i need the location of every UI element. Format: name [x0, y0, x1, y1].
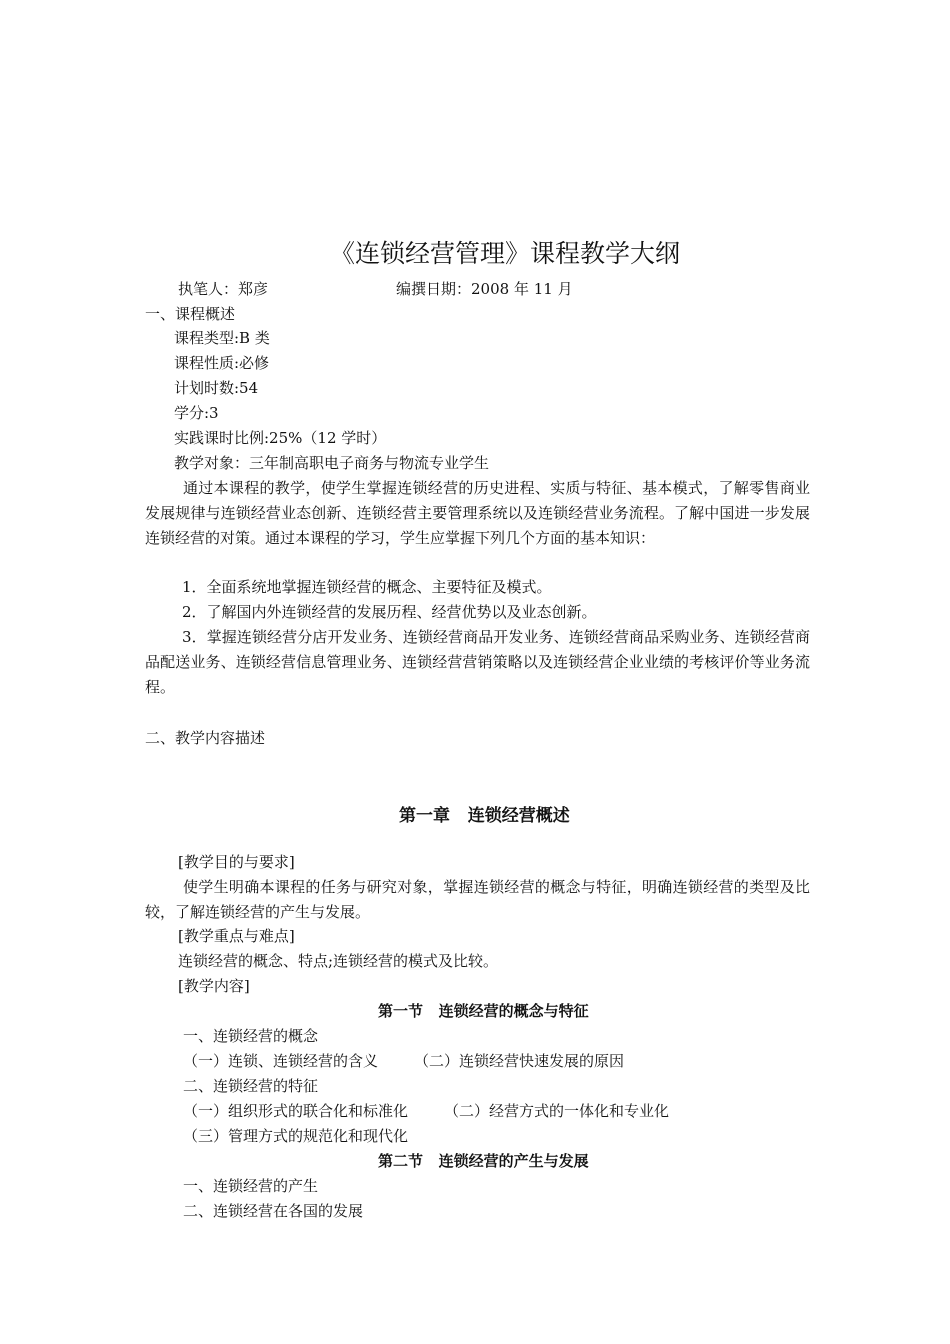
- section-1-line-5: （三）管理方式的规范化和现代化: [183, 1127, 409, 1145]
- author-line: 执笔人：郑彦: [178, 280, 269, 298]
- key-label: [教学重点与难点]: [178, 927, 295, 945]
- section-2-line-2: 二、连锁经营在各国的发展: [183, 1202, 364, 1220]
- intro-paragraph: 通过本课程的教学，使学生掌握连锁经营的历史进程、实质与特征、基本模式，了解零售商业发展规律与连锁经营业态创新、连锁经营主要管理系统以及连锁经营业务流程。了解中国进一步发展连锁经营的对策。通过本课程的学习，学生应掌握下列几个方面的基本知识：: [145, 479, 810, 547]
- section-1-line-1: 一、连锁经营的概念: [183, 1027, 319, 1045]
- document-title: 《连锁经营管理》课程教学大纲: [329, 239, 680, 268]
- course-audience: 教学对象：三年制高职电子商务与物流专业学生: [174, 454, 490, 472]
- goal-label: [教学目的与要求]: [178, 853, 295, 871]
- section-1-line-2: [183, 1050, 624, 1071]
- objective-item-2: 2．了解国内外连锁经营的发展历程、经营优势以及业态创新。: [182, 603, 597, 621]
- section-1-line-4b: （二）经营方式的一体化和专业化: [444, 1102, 670, 1120]
- section-1-line-4a: （一）组织形式的联合化和标准化: [183, 1102, 409, 1120]
- practice-ratio: 实践课时比例:25%（12 学时）: [174, 429, 387, 447]
- objective-item-1: 1．全面系统地掌握连锁经营的概念、主要特征及模式。: [182, 578, 552, 596]
- goal-paragraph: 使学生明确本课程的任务与研究对象，掌握连锁经营的概念与特征，明确连锁经营的类型及比较，了解连锁经营的产生与发展。: [145, 878, 810, 921]
- content-label: [教学内容]: [178, 977, 250, 995]
- course-credit: 学分:3: [174, 404, 219, 422]
- section-2-line-1: 一、连锁经营的产生: [183, 1177, 319, 1195]
- objective-item-3: 3．掌握连锁经营分店开发业务、连锁经营商品开发业务、连锁经营商品采购业务、连锁经营商品配送业务、连锁经营信息管理业务、连锁经营营销策略以及连锁经营企业业绩的考核评价等业务流程。: [145, 628, 810, 696]
- section-1-line-2a: （一）连锁、连锁经营的含义: [183, 1052, 379, 1070]
- content-heading: 二、教学内容描述: [145, 729, 266, 747]
- overview-heading: 一、课程概述: [145, 305, 236, 323]
- date-line: 编撰日期：2008 年 11 月: [396, 280, 573, 298]
- section-2-title: 第二节 连锁经营的产生与发展: [378, 1152, 589, 1170]
- section-1-line-3: 二、连锁经营的特征: [183, 1077, 319, 1095]
- section-1-title: 第一节 连锁经营的概念与特征: [378, 1002, 589, 1020]
- course-nature: 课程性质:必修: [174, 354, 270, 372]
- section-1-line-4: [183, 1100, 669, 1121]
- section-1-line-2b: （二）连锁经营快速发展的原因: [414, 1052, 625, 1070]
- key-text: 连锁经营的概念、特点;连锁经营的模式及比较。: [178, 952, 499, 970]
- course-hours: 计划时数:54: [174, 379, 259, 397]
- chapter-title: 第一章 连锁经营概述: [399, 806, 570, 826]
- course-type: 课程类型:B 类: [174, 329, 270, 347]
